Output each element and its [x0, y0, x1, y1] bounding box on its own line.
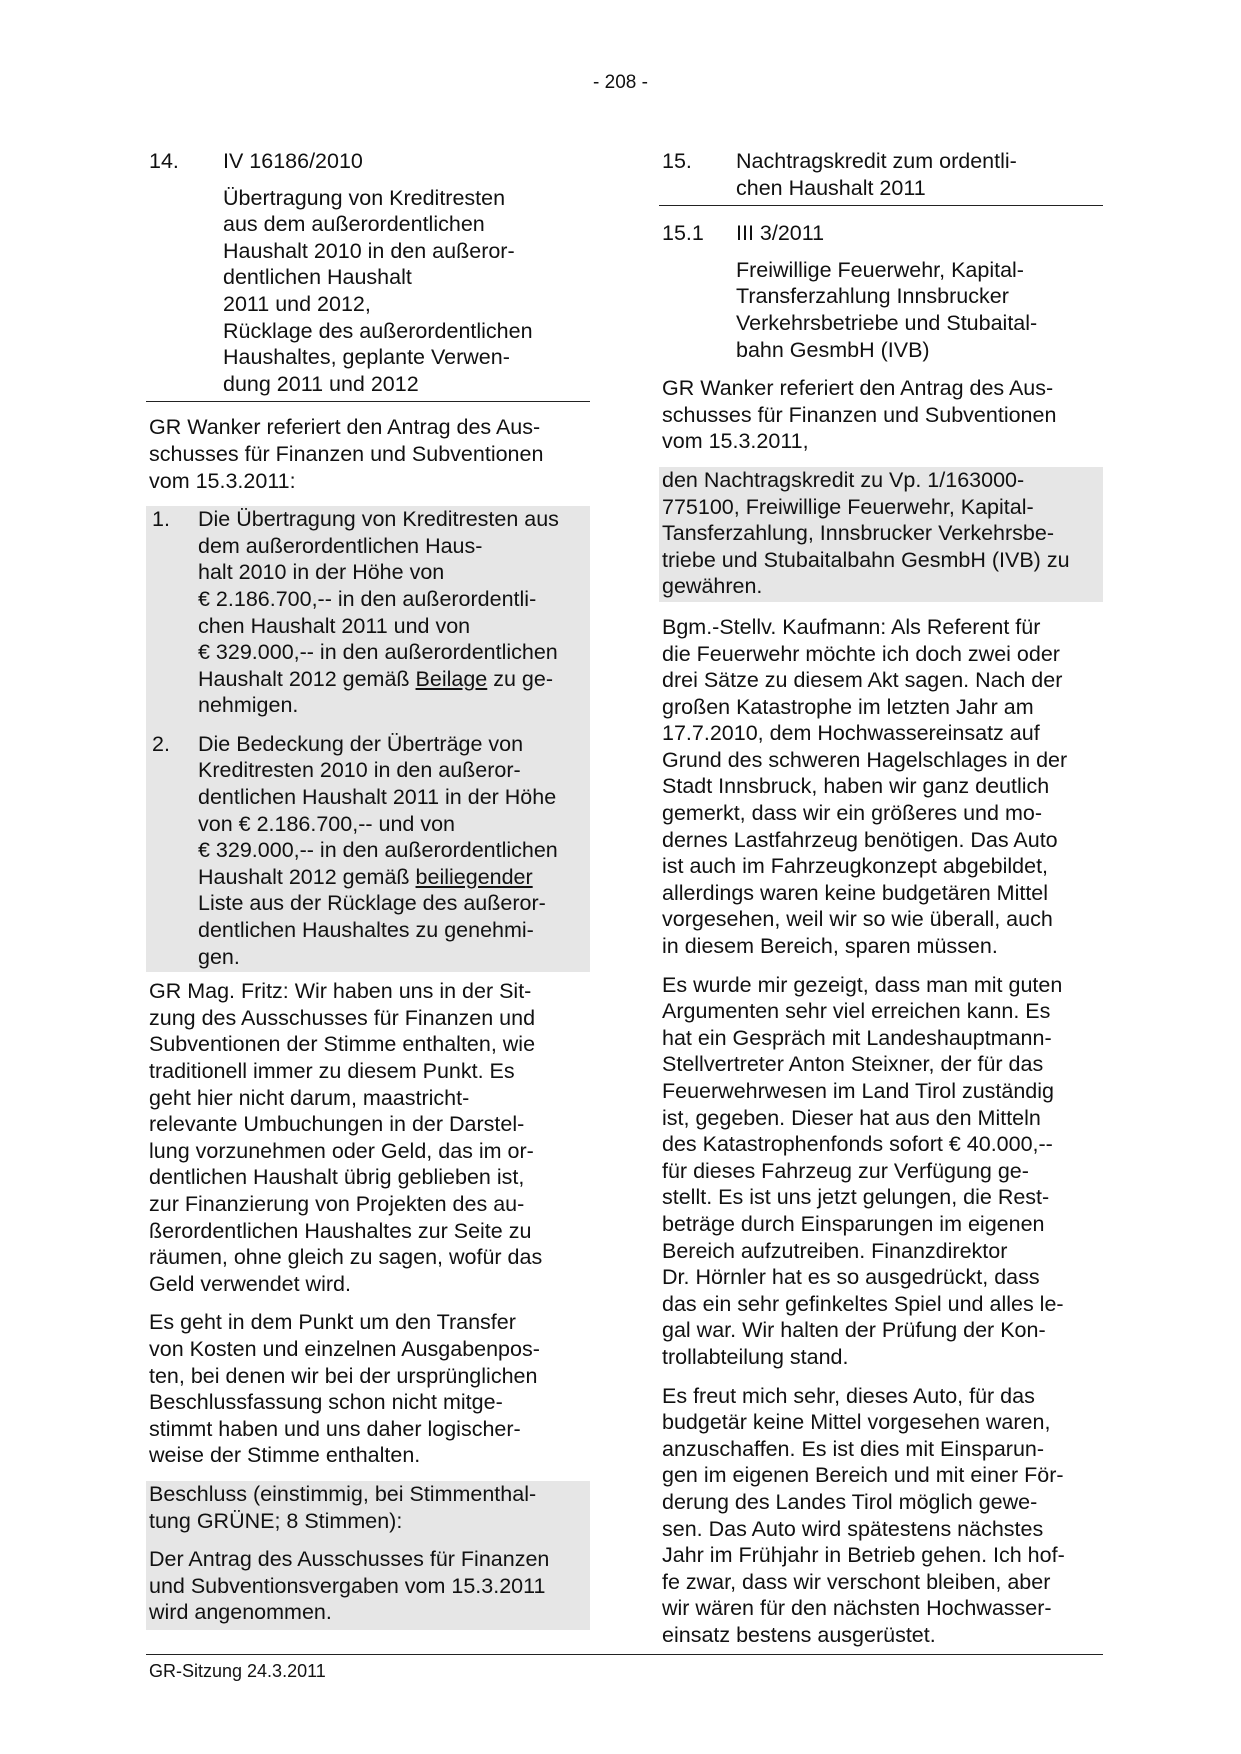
- text-line: Beschlussfassung schon nicht mitge-: [149, 1390, 503, 1415]
- text-line: Es geht in dem Punkt um den Transfer: [149, 1310, 516, 1335]
- text-line: derung des Landes Tirol möglich gewe-: [662, 1489, 1038, 1514]
- agenda-item-title: [223, 185, 590, 398]
- title-line: bahn GesmbH (IVB): [736, 337, 930, 362]
- text-line: weise der Stimme enthalten.: [149, 1443, 421, 1468]
- text-line: halt 2010 in der Höhe von: [198, 560, 445, 585]
- agenda-item-number: 14.: [149, 149, 179, 173]
- text-line: fe zwar, dass wir verschont bleiben, aber: [662, 1569, 1051, 1594]
- text-line: € 329.000,-- in den außerordentlichen: [198, 640, 558, 665]
- text-line: ist, gegeben. Dieser hat aus den Mitteln: [662, 1105, 1041, 1130]
- text-line: budgetär keine Mittel vorgesehen waren,: [662, 1410, 1051, 1435]
- text-line: beträge durch Einsparungen im eigenen: [662, 1211, 1045, 1236]
- resolution-box: [146, 506, 590, 972]
- text-fragment: Haushalt 2012 gemäß: [198, 666, 416, 691]
- text-line: Argumenten sehr viel erreichen kann. Es: [662, 999, 1051, 1024]
- text-line: GR Wanker referiert den Antrag des Aus-: [662, 376, 1054, 401]
- closing-paragraph: [659, 1383, 1103, 1649]
- transfer-paragraph: [146, 1309, 590, 1469]
- title-line: Freiwillige Feuerwehr, Kapital-: [736, 257, 1024, 282]
- title-line: Transferzahlung Innsbrucker: [736, 284, 1009, 309]
- text-line: hat ein Gespräch mit Landeshauptmann-: [662, 1025, 1052, 1050]
- text-line: nehmigen.: [198, 693, 299, 718]
- text-line: 17.7.2010, dem Hochwassereinsatz auf: [662, 721, 1040, 746]
- text-line: Die Übertragung von Kreditresten aus: [198, 507, 559, 532]
- text-line: sen. Das Auto wird spätestens nächstes: [662, 1516, 1044, 1541]
- text-line: einsatz bestens ausgerüstet.: [662, 1622, 936, 1647]
- title-line: dung 2011 und 2012: [223, 371, 419, 396]
- beilage-link[interactable]: Beilage: [415, 666, 488, 691]
- text-line: Feuerwehrwesen im Land Tirol zuständig: [662, 1079, 1054, 1103]
- text-line: schusses für Finanzen und Subventionen: [662, 402, 1057, 427]
- sub-item-number: 15.1: [662, 221, 704, 246]
- text-line: von € 2.186.700,-- und von: [198, 811, 455, 836]
- text-line: schusses für Finanzen und Subventionen: [149, 441, 544, 466]
- intro-paragraph: [146, 414, 590, 494]
- title-line: dentlichen Haushalt: [223, 265, 412, 290]
- text-line: [198, 864, 587, 891]
- text-line: zur Finanzierung von Projekten des au-: [149, 1191, 525, 1216]
- argument-paragraph: [659, 972, 1103, 1371]
- text-line: die Feuerwehr möchte ich doch zwei oder: [662, 641, 1060, 666]
- footer-session-label: GR-Sitzung 24.3.2011: [149, 1661, 326, 1681]
- text-line: Es freut mich sehr, dieses Auto, für das: [662, 1383, 1035, 1408]
- text-line: Bgm.-Stellv. Kaufmann: Als Referent für: [662, 614, 1041, 639]
- text-line: gen im eigenen Bereich und mit einer För-: [662, 1463, 1064, 1488]
- resolution-item: [149, 731, 587, 970]
- text-line: GR Mag. Fritz: Wir haben uns in der Sit-: [149, 979, 532, 1004]
- text-line: von Kosten und einzelnen Ausgabenpos-: [149, 1336, 540, 1361]
- resolution-item-number: 2.: [152, 731, 170, 756]
- text-line: € 329.000,-- in den außerordentlichen: [198, 838, 558, 863]
- text-line: lung vorzunehmen oder Geld, das im or-: [149, 1138, 534, 1163]
- resolution-item-number: 1.: [152, 507, 170, 532]
- left-column: [146, 148, 590, 1630]
- text-line: trollabteilung stand.: [662, 1344, 849, 1369]
- text-line: dernes Lastfahrzeug benötigen. Das Auto: [662, 827, 1058, 852]
- intro-paragraph: [659, 375, 1103, 455]
- title-line: Rücklage des außerordentlichen: [223, 318, 533, 343]
- text-line: das ein sehr gefinkeltes Spiel und alles le-: [662, 1291, 1064, 1316]
- title-line: Verkehrsbetriebe und Stubaital-: [736, 310, 1038, 335]
- agenda-item-number: 15.: [662, 149, 692, 173]
- text-line: Kreditresten 2010 in den außeror-: [198, 758, 521, 783]
- text-line: GR Wanker referiert den Antrag des Aus-: [149, 415, 541, 440]
- text-line: Bereich aufzutreiben. Finanzdirektor: [662, 1238, 1008, 1263]
- text-line: allerdings waren keine budgetären Mittel: [662, 880, 1049, 905]
- title-line: Übertragung von Kreditresten: [223, 185, 506, 210]
- resolution-list: [149, 506, 587, 970]
- decision-box: [146, 1481, 590, 1630]
- text-fragment: zu ge-: [487, 666, 553, 691]
- agenda-item-reference: IV 16186/2010: [223, 149, 363, 173]
- text-line: gal war. Wir halten der Prüfung der Kon-: [662, 1318, 1046, 1343]
- text-line: € 2.186.700,-- in den außerordentli-: [198, 586, 537, 611]
- title-line: Haushalt 2010 in den außeror-: [223, 238, 515, 263]
- text-line: drei Sätze zu diesem Akt sagen. Nach der: [662, 668, 1063, 693]
- text-line: Die Bedeckung der Überträge von: [198, 731, 524, 756]
- text-line: vom 15.3.2011,: [662, 429, 809, 454]
- sub-item-reference: III 3/2011: [736, 221, 825, 246]
- text-line: in diesem Bereich, sparen müssen.: [662, 934, 998, 959]
- text-line: dentlichen Haushalt 2011 in der Höhe: [198, 785, 557, 810]
- title-line: Nachtragskredit zum ordentli-: [736, 149, 1017, 173]
- text-line: dem außerordentlichen Haus-: [198, 533, 483, 558]
- text-line: geht hier nicht darum, maastricht-: [149, 1085, 470, 1110]
- text-line: vom 15.3.2011:: [149, 468, 296, 493]
- text-line: großen Katastrophe im letzten Jahr am: [662, 694, 1034, 719]
- text-line: Stellvertreter Anton Steixner, der für das: [662, 1052, 1044, 1077]
- sub-item-title: [736, 257, 1103, 363]
- title-line: aus dem außerordentlichen: [223, 212, 485, 237]
- text-line: stellt. Es ist uns jetzt gelungen, die Rest-: [662, 1185, 1050, 1210]
- text-line: Subventionen der Stimme enthalten, wie: [149, 1032, 536, 1057]
- text-line: gemerkt, dass wir ein größeres und mo-: [662, 801, 1042, 826]
- text-line: 775100, Freiwillige Feuerwehr, Kapital-: [662, 494, 1034, 519]
- text-line: Geld verwendet wird.: [149, 1271, 351, 1296]
- text-line: zung des Ausschusses für Finanzen und: [149, 1005, 536, 1030]
- text-line: Grund des schweren Hagelschlages in der: [662, 747, 1068, 772]
- text-line: Jahr im Frühjahr in Betrieb gehen. Ich hof-: [662, 1543, 1065, 1568]
- text-line: chen Haushalt 2011 und von: [198, 613, 471, 638]
- text-line: Es wurde mir gezeigt, dass man mit guten: [662, 972, 1063, 997]
- text-line: ßerordentlichen Haushaltes zur Seite zu: [149, 1218, 532, 1243]
- text-line: tung GRÜNE; 8 Stimmen):: [149, 1508, 403, 1533]
- text-line: relevante Umbuchungen in der Darstel-: [149, 1112, 525, 1137]
- text-line: Tansferzahlung, Innsbrucker Verkehrsbe-: [662, 521, 1054, 546]
- text-line: Stadt Innsbruck, haben wir ganz deutlich: [662, 774, 1050, 799]
- text-line: Beschluss (einstimmig, bei Stimmenthal-: [149, 1481, 537, 1506]
- text-line: triebe und Stubaitalbahn GesmbH (IVB) zu: [662, 547, 1070, 572]
- text-line: anzuschaffen. Es ist dies mit Einsparun-: [662, 1436, 1045, 1461]
- text-line: vorgesehen, weil wir so wie überall, auch: [662, 907, 1053, 932]
- text-line: ist auch im Fahrzeugkonzept abgebildet,: [662, 854, 1049, 879]
- text-line: wird angenommen.: [149, 1600, 332, 1625]
- resolution-item: [149, 506, 587, 719]
- text-line: gewähren.: [662, 574, 763, 599]
- footer-divider: [146, 1654, 1103, 1655]
- page-number: - 208 -: [593, 72, 648, 93]
- text-line: räumen, ohne gleich zu sagen, wofür das: [149, 1245, 543, 1270]
- decision-heading: [149, 1481, 587, 1534]
- title-line: 2011 und 2012,: [223, 291, 371, 316]
- text-line: den Nachtragskredit zu Vp. 1/163000-: [662, 467, 1025, 492]
- text-line: [198, 666, 587, 693]
- fritz-statement: [146, 978, 590, 1297]
- text-line: ten, bei denen wir bei der ursprünglichen: [149, 1363, 538, 1388]
- title-line: chen Haushalt 2011: [736, 175, 926, 200]
- title-line: Haushaltes, geplante Verwen-: [223, 345, 510, 370]
- text-line: Liste aus der Rücklage des außeror-: [198, 891, 546, 916]
- text-line: traditionell immer zu diesem Punkt. Es: [149, 1059, 515, 1083]
- text-line: stimmt haben und uns daher logischer-: [149, 1416, 521, 1441]
- decision-text: [149, 1546, 587, 1626]
- text-line: wir wären für den nächsten Hochwasser-: [662, 1596, 1052, 1621]
- text-line: Der Antrag des Ausschusses für Finanzen: [149, 1547, 550, 1572]
- agenda-item-14-header: [146, 148, 590, 402]
- right-column: [659, 148, 1103, 1648]
- text-line: des Katastrophenfonds sofort € 40.000,--: [662, 1132, 1053, 1157]
- text-fragment: Haushalt 2012 gemäß: [198, 864, 416, 889]
- text-line: gen.: [198, 944, 240, 969]
- beiliegender-link[interactable]: beiliegender: [415, 864, 533, 889]
- agenda-item-15-header: [659, 148, 1103, 206]
- text-line: dentlichen Haushalt übrig geblieben ist,: [149, 1165, 525, 1190]
- kaufmann-statement: [659, 614, 1103, 960]
- text-line: und Subventionsvergaben vom 15.3.2011: [149, 1573, 546, 1598]
- agenda-item-15-1-header: [659, 220, 1103, 363]
- text-line: dentlichen Haushaltes zu genehmi-: [198, 918, 534, 943]
- text-line: für dieses Fahrzeug zur Verfügung ge-: [662, 1158, 1029, 1183]
- text-line: Dr. Hörnler hat es so ausgedrückt, dass: [662, 1265, 1040, 1290]
- resolution-box: [659, 467, 1103, 602]
